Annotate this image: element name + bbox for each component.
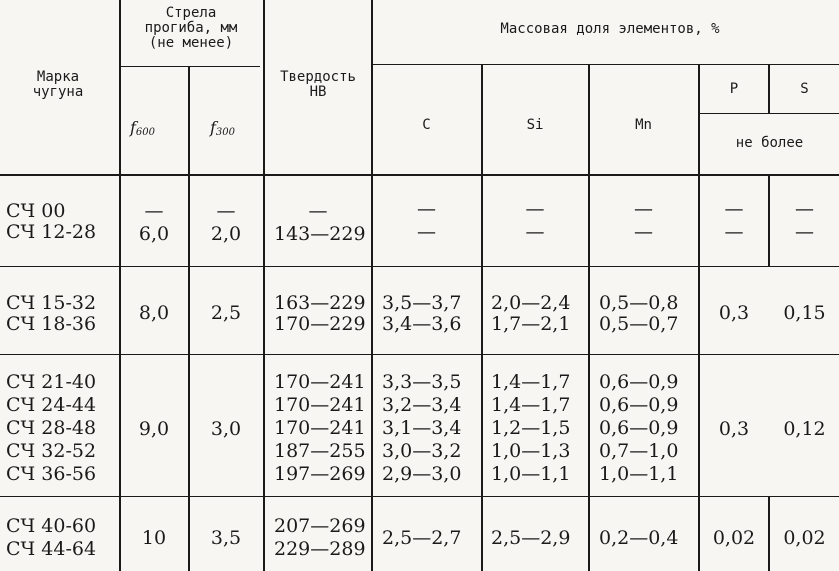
header-hardness: Твердость HB <box>280 69 356 100</box>
mn-value: — <box>634 221 653 243</box>
mn-value: 0,6—0,9 <box>599 394 679 416</box>
header-c: C <box>422 117 431 133</box>
col-divider-c <box>481 64 483 571</box>
hb-value: 229—289 <box>274 538 366 560</box>
f300-value: 3,5 <box>210 527 242 549</box>
hb-value: 170—241 <box>274 371 366 393</box>
grade-row: СЧ 32-52 <box>6 440 97 462</box>
grade-row: СЧ 12-28 <box>6 221 97 243</box>
header-grade: Марка чугуна <box>32 69 84 100</box>
si-value: 2,5—2,9 <box>491 527 571 549</box>
f600-value: — <box>144 200 164 222</box>
c-value: 3,0—3,2 <box>382 440 462 462</box>
col-divider-grade <box>119 0 121 571</box>
f300-value: 3,0 <box>210 418 242 440</box>
header-si: Si <box>526 117 544 133</box>
p-value: 0,02 <box>712 527 756 549</box>
hb-value: 187—255 <box>274 440 366 462</box>
grade-row: СЧ 15-32 <box>6 292 97 314</box>
hb-value: 207—269 <box>274 515 366 537</box>
f600-value: 10 <box>141 527 167 549</box>
f300-value: 2,0 <box>210 223 242 245</box>
si-value: 1,0—1,1 <box>491 463 571 485</box>
p-value: — <box>724 221 744 243</box>
s-value: 0,12 <box>783 418 826 440</box>
col-divider-p-lower <box>768 174 770 266</box>
s-value: 0,02 <box>783 527 826 549</box>
mn-value: 1,0—1,1 <box>599 463 679 485</box>
p-value: 0,3 <box>718 418 750 440</box>
c-value: 2,9—3,0 <box>382 463 462 485</box>
c-value: — <box>417 221 436 243</box>
header-f300: $f_{300}$ <box>210 118 236 138</box>
si-value: — <box>525 221 545 243</box>
hb-value: 163—229 <box>274 292 366 314</box>
header-mass: Массовая доля элементов, % <box>500 21 720 37</box>
header-f600: $f_{600}$ <box>130 118 156 138</box>
si-value: 1,4—1,7 <box>491 371 571 393</box>
f600-value: 8,0 <box>138 302 170 324</box>
deflection-subrule <box>120 66 260 67</box>
grade-row: СЧ 40-60 <box>6 515 97 537</box>
s-value: — <box>795 198 814 220</box>
si-value: 1,4—1,7 <box>491 394 571 416</box>
si-value: 1,0—1,3 <box>491 440 571 462</box>
mn-value: 0,6—0,9 <box>599 417 679 439</box>
group-divider-2 <box>0 354 839 355</box>
si-value: 2,0—2,4 <box>491 292 571 314</box>
grade-row: СЧ 24-44 <box>6 394 97 416</box>
c-value: 3,3—3,5 <box>382 371 462 393</box>
hb-value: — <box>308 200 328 222</box>
group-divider-3 <box>0 496 839 497</box>
col-divider-hb <box>371 0 373 571</box>
grade-row: СЧ 21-40 <box>6 371 97 393</box>
header-p: P <box>729 81 739 97</box>
hb-value: 170—241 <box>274 417 366 439</box>
hb-value: 170—241 <box>274 394 366 416</box>
header-mn: Mn <box>635 117 652 133</box>
hb-value: 143—229 <box>274 223 366 245</box>
si-value: — <box>525 198 545 220</box>
c-value: — <box>417 198 436 220</box>
c-value: 3,2—3,4 <box>382 394 462 416</box>
header-bottom-rule <box>0 174 839 176</box>
f600-value: 6,0 <box>138 223 170 245</box>
grade-row: СЧ 18-36 <box>6 313 97 335</box>
header-not-more: не более <box>735 135 804 151</box>
group-divider-1 <box>0 266 839 267</box>
mn-value: 0,5—0,7 <box>599 313 679 335</box>
si-value: 1,7—2,1 <box>491 313 571 335</box>
header-s: S <box>800 81 809 97</box>
hb-value: 170—229 <box>274 313 366 335</box>
s-value: 0,15 <box>783 302 826 324</box>
grade-row: СЧ 00 <box>6 200 66 222</box>
grade-row: СЧ 36-56 <box>6 463 97 485</box>
p-value: 0,3 <box>718 302 750 324</box>
s-value: — <box>795 221 814 243</box>
c-value: 2,5—2,7 <box>382 527 462 549</box>
f300-value: 2,5 <box>210 302 242 324</box>
header-deflection: Стрела прогиба, мм (не менее) <box>144 5 238 51</box>
mn-value: 0,6—0,9 <box>599 371 679 393</box>
hb-value: 197—269 <box>274 463 366 485</box>
mn-value: 0,5—0,8 <box>599 292 679 314</box>
mn-value: 0,7—1,0 <box>599 440 679 462</box>
si-value: 1,2—1,5 <box>491 417 571 439</box>
c-value: 3,1—3,4 <box>382 417 462 439</box>
grade-row: СЧ 44-64 <box>6 538 97 560</box>
mn-value: 0,2—0,4 <box>599 527 679 549</box>
f300-value: — <box>216 200 236 222</box>
c-value: 3,4—3,6 <box>382 313 462 335</box>
p-value: — <box>724 198 744 220</box>
c-value: 3,5—3,7 <box>382 292 462 314</box>
f600-value: 9,0 <box>138 418 170 440</box>
mn-value: — <box>634 198 653 220</box>
col-divider-si <box>588 64 590 571</box>
grade-row: СЧ 28-48 <box>6 417 97 439</box>
